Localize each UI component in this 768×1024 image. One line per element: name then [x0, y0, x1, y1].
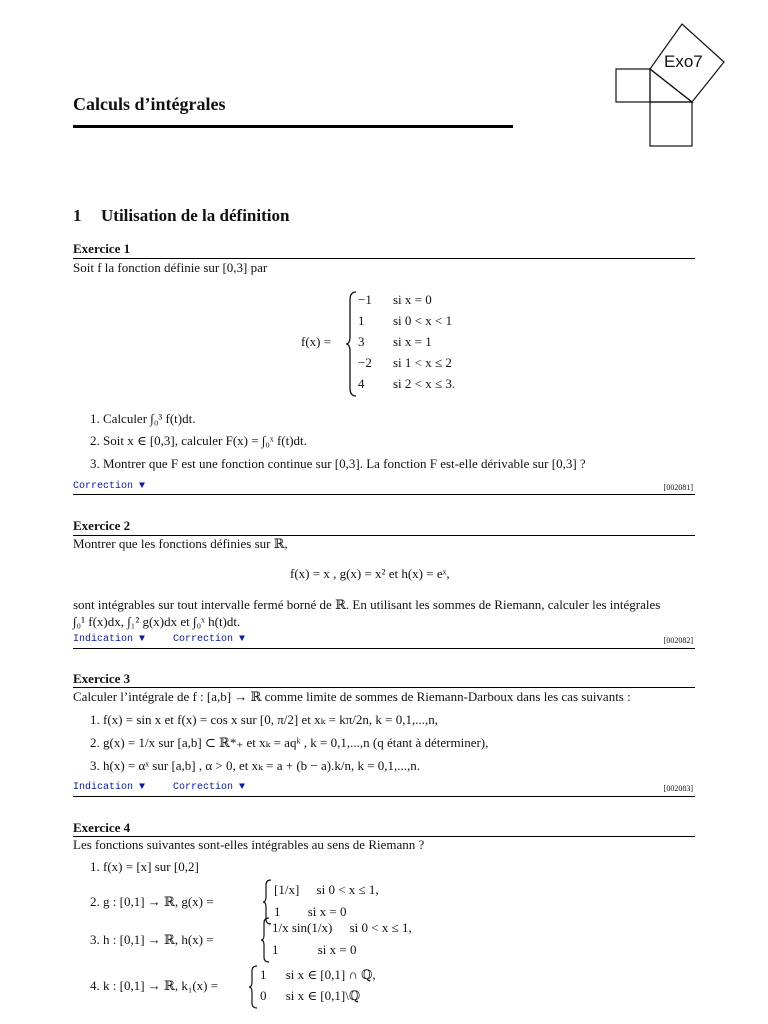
- correction-link[interactable]: Correction ▼: [173, 634, 246, 645]
- exercise-1-heading: Exercice 1: [73, 241, 131, 256]
- ex2-ref: [002082]: [663, 636, 693, 645]
- ex1-item-3: 3. Montrer que F est une fonction continue sur [0,3]. La fonction F est-elle dérivable sur [0,3] ?: [90, 456, 586, 471]
- case-condition: si x ∈ [0,1] ∩ ℚ,: [285, 967, 376, 982]
- title-rule: [73, 125, 513, 128]
- case-condition: si x = 0: [393, 292, 432, 307]
- ex1-brace: [345, 290, 357, 402]
- ex4-item-4-row-1: [260, 967, 376, 983]
- ex2-links: [73, 634, 267, 645]
- ex3-item-3: 3. h(x) = αˣ sur [a,b] , α > 0, et xₖ = a + (b − a).k/n, k = 0,1,...,n.: [90, 758, 421, 773]
- ex4-item-3-label: 3. h : [0,1] → ℝ, h(x) =: [90, 932, 214, 947]
- logo-text: Exo7: [664, 52, 703, 71]
- exercise-1-rule: [73, 258, 695, 259]
- exercise-3-intro: Calculer l’intégrale de f : [a,b] → ℝ comme limite de sommes de Riemann-Darboux dans les cas suivants :: [73, 689, 631, 704]
- ex4-item-4-label: 4. k : [0,1] → ℝ, k₁(x) =: [90, 978, 219, 993]
- ex1-lhs: f(x) =: [301, 334, 332, 349]
- case-condition: si 1 < x ≤ 2: [393, 355, 452, 370]
- logo-graphic: [612, 22, 732, 150]
- case-value: 1/x sin(1/x): [272, 920, 333, 935]
- case-condition: si 0 < x ≤ 1,: [316, 882, 379, 897]
- ex1-cases-conditions: [393, 292, 455, 397]
- ex3-item-1: 1. f(x) = sin x et f(x) = cos x sur [0, π/2] et xₖ = kπ/2n, k = 0,1,...,n,: [90, 712, 438, 727]
- ex4-item-3-brace: [260, 917, 270, 967]
- exercise-4-intro: Les fonctions suivantes sont-elles intégrables au sens de Riemann ?: [73, 837, 425, 852]
- case-condition: si x = 0: [317, 942, 357, 957]
- exercise-1-intro: Soit f la fonction définie sur [0,3] par: [73, 260, 268, 275]
- exercise-4-heading: Exercice 4: [73, 820, 131, 835]
- correction-link[interactable]: Correction ▼: [73, 481, 146, 492]
- case-value: −2: [358, 355, 372, 370]
- indication-link[interactable]: Indication ▼: [73, 634, 146, 645]
- exercise-3-rule: [73, 687, 695, 688]
- case-value: 1: [358, 313, 365, 328]
- exercise-1-end-rule: [73, 494, 695, 495]
- ex2-text-2: ∫₀¹ f(x)dx, ∫₁² g(x)dx et ∫₀ˣ h(t)dt.: [73, 614, 241, 629]
- indication-link[interactable]: Indication ▼: [73, 782, 146, 793]
- section-title: Utilisation de la définition: [101, 206, 290, 225]
- case-value: 3: [358, 334, 365, 349]
- ex4-item-2-row-1: [274, 882, 379, 898]
- case-condition: si 0 < x < 1: [393, 313, 453, 328]
- ex4-item-2-label: 2. g : [0,1] → ℝ, g(x) =: [90, 894, 214, 909]
- exercise-3-heading: Exercice 3: [73, 671, 131, 686]
- exercise-2-heading: Exercice 2: [73, 518, 131, 533]
- page-title: Calculs d’intégrales: [73, 94, 226, 114]
- ex4-item-4-row-2: [260, 988, 360, 1004]
- exercise-2-intro: Montrer que les fonctions définies sur ℝ,: [73, 536, 288, 551]
- ex3-item-2: 2. g(x) = 1/x sur [a,b] ⊂ ℝ*₊ et xₖ = aqᵏ , k = 0,1,...,n (q étant à déterminer),: [90, 735, 489, 750]
- exercise-3-end-rule: [73, 796, 695, 797]
- case-value: 1: [260, 967, 267, 982]
- case-condition: si 2 < x ≤ 3.: [393, 376, 456, 391]
- case-condition: si x = 0: [307, 904, 347, 919]
- ex1-item-1: 1. Calculer ∫₀³ f(t)dt.: [90, 411, 196, 426]
- case-value: 1: [274, 904, 281, 919]
- exo7-logo: [612, 22, 732, 150]
- ex3-ref: [002083]: [663, 784, 693, 793]
- exercise-2-end-rule: [73, 648, 695, 649]
- case-condition: si 0 < x ≤ 1,: [349, 920, 412, 935]
- ex1-ref: [002081]: [663, 483, 693, 492]
- correction-link[interactable]: Correction ▼: [173, 782, 246, 793]
- ex1-cases-values: [358, 292, 372, 397]
- case-condition: si x = 1: [393, 334, 432, 349]
- ex3-links: [73, 782, 267, 793]
- ex4-item-4-brace: [248, 965, 258, 1013]
- ex2-formula: f(x) = x , g(x) = x² et h(x) = eˣ,: [290, 566, 450, 581]
- ex2-text-1: sont intégrables sur tout intervalle fermé borné de ℝ. En utilisant les sommes de Riemann, calculer les intégrales: [73, 597, 661, 612]
- section-number: 1: [73, 206, 82, 225]
- ex4-item-3-row-2: [272, 942, 357, 958]
- ex1-links: [73, 481, 167, 492]
- ex4-item-1: 1. f(x) = [x] sur [0,2]: [90, 859, 199, 874]
- case-value: 4: [358, 376, 365, 391]
- case-condition: si x ∈ [0,1]\ℚ: [285, 988, 361, 1003]
- ex4-item-3-row-1: [272, 920, 412, 936]
- case-value: −1: [358, 292, 372, 307]
- case-value: 1: [272, 942, 279, 957]
- case-value: 0: [260, 988, 267, 1003]
- section-heading: [73, 206, 289, 226]
- ex1-item-2: 2. Soit x ∈ [0,3], calculer F(x) = ∫₀ˣ f(t)dt.: [90, 433, 307, 448]
- case-value: [1/x]: [274, 882, 300, 897]
